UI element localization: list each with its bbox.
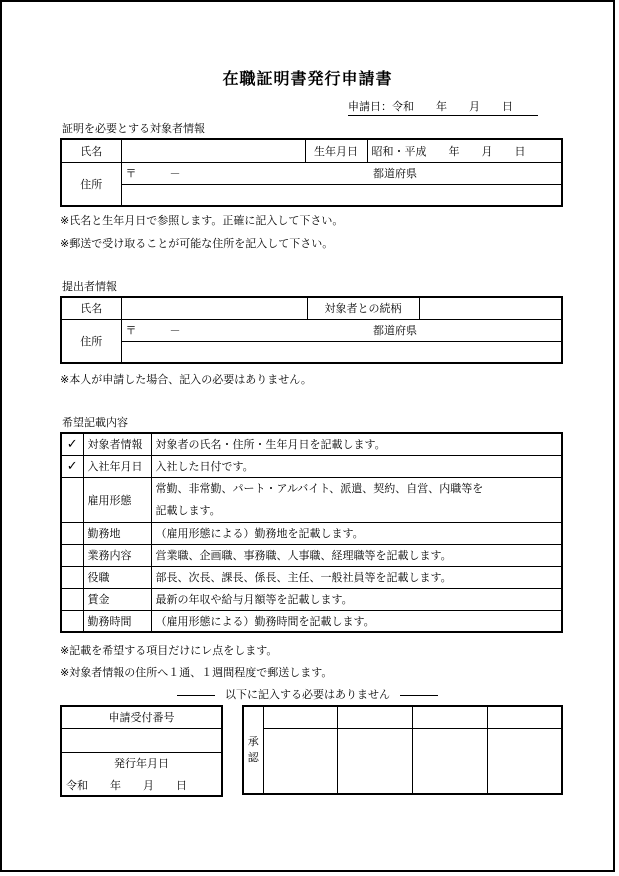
items-note-2: ※対象者情報の住所へ１通、１週間程度で郵送します。 xyxy=(60,666,333,679)
checkbox-cell[interactable] xyxy=(61,610,83,632)
approval-stamp-cell[interactable] xyxy=(338,728,413,794)
approval-header-cell xyxy=(413,706,488,728)
item-description: 営業職、企画職、事務職、人事職、経理職等を記載します。 xyxy=(151,544,562,566)
table-row xyxy=(61,522,562,544)
submitter-info-table xyxy=(60,296,563,364)
item-label: 雇用形態 xyxy=(83,477,151,522)
approval-label: 承認 xyxy=(243,706,263,794)
target-address-label: 住所 xyxy=(61,162,121,206)
target-info-table xyxy=(60,138,563,207)
approval-header-cell xyxy=(487,706,562,728)
items-section-title: 希望記載内容 xyxy=(62,416,128,429)
table-row xyxy=(61,455,562,477)
item-description: 最新の年収や給与月額等を記載します。 xyxy=(151,588,562,610)
target-address-field-line1[interactable] xyxy=(121,162,562,184)
target-prefecture: 都道府県 xyxy=(373,167,417,180)
target-address-field-line2[interactable] xyxy=(121,184,562,206)
item-description: （雇用形態による）勤務時間を記載します。 xyxy=(151,610,562,632)
approval-stamp-cell[interactable] xyxy=(413,728,488,794)
target-name-label: 氏名 xyxy=(61,139,121,162)
office-use-divider xyxy=(2,686,613,702)
table-row xyxy=(61,544,562,566)
item-description: 対象者の氏名・住所・生年月日を記載します。 xyxy=(151,433,562,455)
table-row xyxy=(61,610,562,632)
approval-stamp-cell[interactable] xyxy=(487,728,562,794)
target-zip-mark: 〒 － xyxy=(125,167,181,180)
items-note-1: ※記載を希望する項目だけにレ点をします。 xyxy=(60,644,278,657)
receipt-number-field[interactable] xyxy=(61,728,222,752)
target-note-1: ※氏名と生年月日で参照します。正確に記入して下さい。 xyxy=(60,214,344,227)
item-label: 賃金 xyxy=(83,588,151,610)
submitter-relation-field[interactable] xyxy=(419,297,562,319)
submitter-name-label: 氏名 xyxy=(61,297,121,319)
checkbox-cell[interactable] xyxy=(61,477,83,522)
checkbox-cell[interactable]: ✓ xyxy=(61,455,83,477)
submitter-relation-label: 対象者との続柄 xyxy=(307,297,419,319)
items-table xyxy=(60,432,563,633)
submitter-note: ※本人が申請した場合、記入の必要はありません。 xyxy=(60,373,312,386)
checkbox-cell[interactable] xyxy=(61,522,83,544)
table-row xyxy=(61,477,562,522)
item-description: 入社した日付です。 xyxy=(151,455,562,477)
submitter-address-label: 住所 xyxy=(61,319,121,363)
approval-box xyxy=(242,705,563,795)
receipt-number-label: 申請受付番号 xyxy=(61,706,222,728)
checkbox-cell[interactable] xyxy=(61,566,83,588)
issue-date-label: 発行年月日 xyxy=(61,752,222,774)
submitter-zip-mark: 〒 － xyxy=(125,324,181,337)
submitter-address-field-line1[interactable] xyxy=(121,319,562,341)
checkbox-cell[interactable] xyxy=(61,588,83,610)
divider-line-left xyxy=(177,695,215,696)
submitter-section-title: 提出者情報 xyxy=(62,280,117,293)
issue-date-field[interactable]: 令和 年 月 日 xyxy=(61,774,222,796)
table-row xyxy=(61,588,562,610)
receipt-box xyxy=(60,705,223,797)
item-label: 入社年月日 xyxy=(83,455,151,477)
item-description: （雇用形態による）勤務地を記載します。 xyxy=(151,522,562,544)
item-label: 業務内容 xyxy=(83,544,151,566)
approval-header-cell xyxy=(263,706,338,728)
item-description: 常勤、非常勤、パート・アルバイト、派遣、契約、自営、内職等を 記載します。 xyxy=(151,477,562,522)
submitter-name-field[interactable] xyxy=(121,297,307,319)
item-label: 勤務時間 xyxy=(83,610,151,632)
target-note-2: ※郵送で受け取ることが可能な住所を記入して下さい。 xyxy=(60,237,334,250)
checkbox-cell[interactable] xyxy=(61,544,83,566)
document-title: 在職証明書発行申請書 xyxy=(222,69,393,88)
target-dob-label: 生年月日 xyxy=(305,139,367,162)
item-label: 役職 xyxy=(83,566,151,588)
item-description: 部長、次長、課長、係長、主任、一般社員等を記載します。 xyxy=(151,566,562,588)
divider-line-right xyxy=(400,695,438,696)
application-date[interactable]: 申請日：令和 年 月 日 xyxy=(348,98,538,116)
table-row xyxy=(61,566,562,588)
item-label: 対象者情報 xyxy=(83,433,151,455)
submitter-address-field-line2[interactable] xyxy=(121,341,562,363)
item-label: 勤務地 xyxy=(83,522,151,544)
checkbox-cell[interactable]: ✓ xyxy=(61,433,83,455)
target-dob-field[interactable]: 昭和・平成 年 月 日 xyxy=(367,139,562,162)
approval-header-cell xyxy=(338,706,413,728)
target-name-field[interactable] xyxy=(121,139,305,162)
table-row xyxy=(61,433,562,455)
target-section-title: 証明を必要とする対象者情報 xyxy=(62,122,205,135)
divider-text: 以下に記入する必要はありません xyxy=(225,688,390,701)
approval-stamp-cell[interactable] xyxy=(263,728,338,794)
submitter-prefecture: 都道府県 xyxy=(373,324,417,337)
